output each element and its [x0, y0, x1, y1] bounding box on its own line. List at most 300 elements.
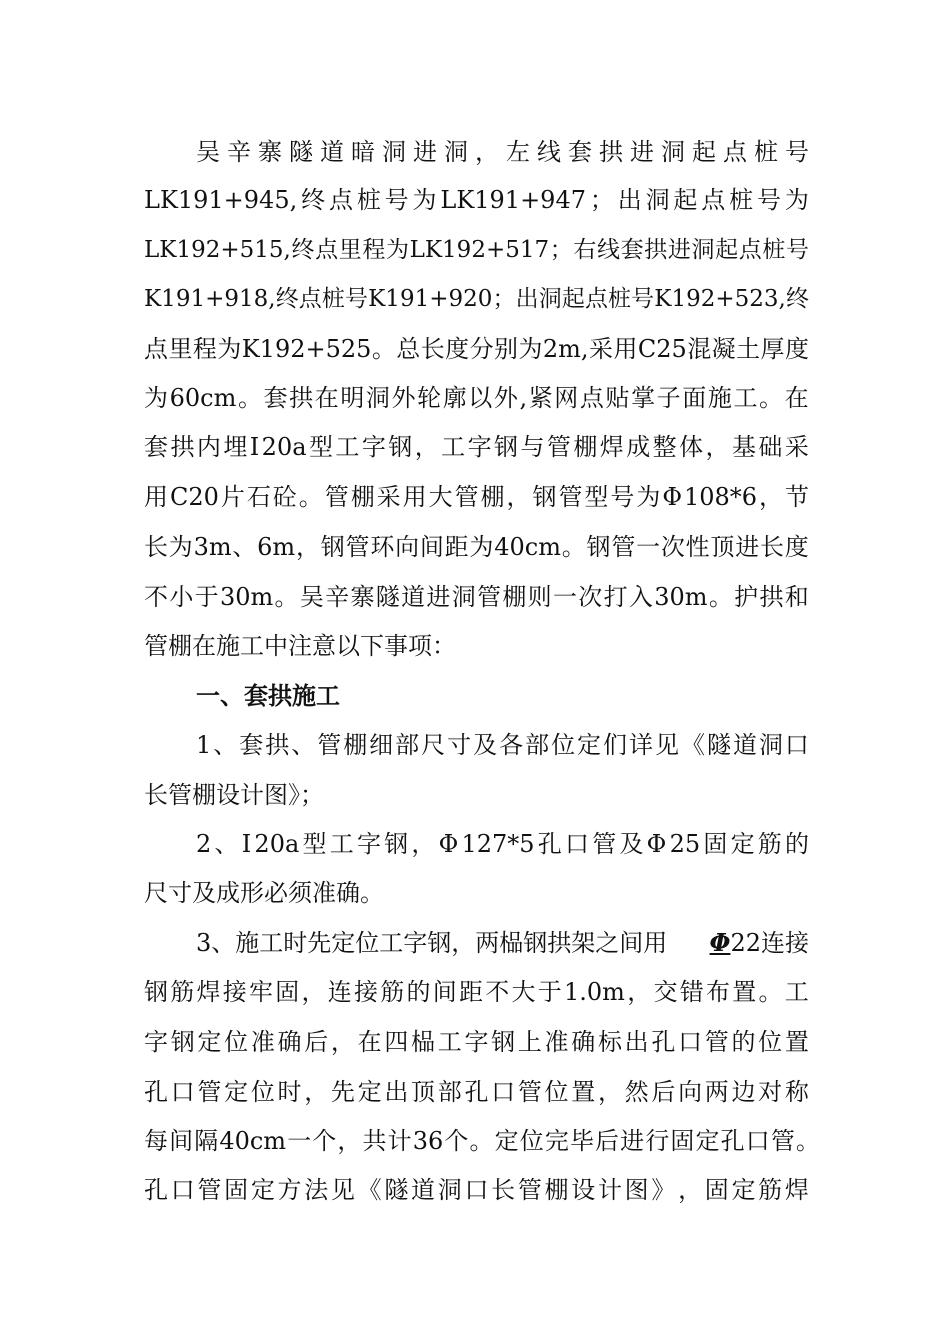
glyph: K191+918, [144, 286, 276, 312]
paragraph-1-line-10 [144, 573, 809, 621]
glyph: 工 [733, 384, 758, 412]
glyph: 。 [758, 978, 783, 1006]
glyph: 管 [517, 1176, 542, 1204]
glyph: 为 [144, 384, 168, 412]
glyph: 用 [613, 335, 638, 363]
glyph: 尺 [421, 731, 446, 759]
glyph: 细 [369, 731, 394, 759]
glyph: 套 [568, 138, 592, 166]
glyph: 管 [558, 483, 583, 511]
glyph: 一 [552, 583, 577, 611]
glyph: 程 [362, 237, 386, 263]
glyph: 位 [551, 731, 576, 759]
glyph: 拱 [759, 583, 784, 611]
glyph: 。 [561, 533, 586, 561]
glyph: 见 [330, 1176, 355, 1204]
glyph: 置 [571, 1078, 596, 1106]
glyph: 计 [387, 1127, 412, 1155]
glyph: 点 [298, 286, 322, 312]
glyph: 点 [315, 237, 339, 263]
glyph: LK192+517 [409, 237, 550, 263]
glyph: 在 [357, 1028, 382, 1056]
glyph: 孔 [651, 1028, 676, 1056]
section-heading [196, 672, 809, 720]
glyph: 点 [579, 384, 604, 412]
paragraph-1-line-8 [144, 473, 809, 521]
glyph: 确 [571, 1028, 596, 1056]
glyph: 。 [759, 384, 784, 412]
glyph: 筋 [380, 978, 405, 1006]
glyph: 次 [660, 533, 685, 561]
glyph: ， [414, 433, 439, 461]
glyph: C25 [637, 335, 687, 363]
glyph: 砼 [272, 483, 297, 511]
glyph: 及 [473, 731, 498, 759]
glyph: 道 [732, 731, 757, 759]
glyph: 焊 [599, 433, 624, 461]
glyph: 点 [144, 335, 168, 363]
glyph: ， [337, 1127, 362, 1155]
glyph: 套 [144, 433, 168, 461]
glyph: 体 [679, 433, 704, 461]
glyph: 《 [680, 731, 705, 759]
glyph: 间 [419, 533, 444, 561]
glyph: 埋 [223, 433, 248, 461]
glyph: 管 [770, 1127, 795, 1155]
glyph: 筋 [758, 1176, 783, 1204]
glyph: 点 [584, 286, 608, 312]
glyph: 字 [144, 1028, 168, 1056]
glyph: 30m [654, 583, 708, 611]
glyph: 交 [653, 978, 678, 1006]
glyph: 洞 [661, 138, 685, 166]
glyph: 工 [335, 433, 360, 461]
glyph: 1 [196, 731, 212, 759]
glyph: 口 [491, 1078, 516, 1106]
glyph: 为 [412, 186, 437, 214]
glyph: 字 [356, 830, 381, 858]
glyph: 基 [731, 433, 756, 461]
glyph: 长 [491, 1176, 516, 1204]
glyph: 部 [395, 731, 420, 759]
glyph: 总 [396, 335, 421, 363]
glyph: 终 [301, 186, 326, 214]
glyph: 四 [384, 1028, 409, 1056]
glyph: ； [589, 186, 614, 214]
glyph: 度 [784, 335, 809, 363]
glyph: 牢 [249, 978, 273, 1006]
paragraph-1-line-2 [144, 176, 809, 224]
glyph: 工 [329, 830, 354, 858]
paragraph-1-line-7 [144, 423, 809, 471]
glyph: 为 [217, 335, 242, 363]
glyph: 钢 [494, 433, 519, 461]
glyph: 完 [544, 1127, 569, 1155]
paragraph-1-line-6 [144, 374, 809, 422]
glyph: 拱 [644, 237, 668, 263]
glyph: 道 [411, 1176, 436, 1204]
glyph: 拱 [289, 384, 314, 412]
glyph: 30m [219, 583, 274, 611]
glyph: 字 [361, 433, 386, 461]
glyph: 和 [784, 583, 809, 611]
glyph: 采 [589, 335, 613, 363]
glyph: 定 [224, 1078, 249, 1106]
glyph: Ⅰ [241, 830, 252, 858]
glyph: ， [627, 978, 652, 1006]
glyph: 与 [520, 433, 545, 461]
glyph: 终 [275, 286, 299, 312]
glyph: 外 [493, 384, 518, 412]
glyph: 套 [263, 384, 288, 412]
glyph: 用 [144, 483, 168, 511]
glyph: 环 [370, 533, 395, 561]
glyph: 点 [701, 186, 726, 214]
glyph: 、 [291, 731, 316, 759]
glyph: 共 [362, 1127, 387, 1155]
glyph: 焊 [784, 1176, 809, 1204]
glyph: 采 [784, 433, 809, 461]
glyph: 寨 [258, 138, 282, 166]
glyph: 个 [312, 1127, 337, 1155]
paragraph-1-line-5 [144, 325, 809, 373]
glyph: 棚 [502, 583, 527, 611]
glyph: 孔 [537, 830, 562, 858]
glyph: 套 [620, 237, 644, 263]
glyph: 定 [250, 1176, 275, 1204]
glyph: 廓 [442, 384, 467, 412]
glyph: 号 [757, 186, 781, 214]
glyph: 连 [327, 978, 352, 1006]
glyph: 管 [477, 583, 502, 611]
glyph: 石 [246, 483, 271, 511]
glyph: 隧 [289, 138, 313, 166]
glyph: 性 [685, 533, 710, 561]
glyph: 钢 [388, 433, 413, 461]
glyph: 距 [459, 978, 483, 1006]
glyph: 定 [577, 731, 602, 759]
glyph: 图 [624, 1176, 649, 1204]
glyph: 20a [261, 433, 307, 461]
glyph: 程 [192, 335, 217, 363]
glyph: 号 [785, 138, 809, 166]
glyph: 洞 [444, 138, 468, 166]
glyph: 20a [254, 830, 300, 858]
glyph: 不 [485, 978, 510, 1006]
glyph: 棚 [573, 433, 598, 461]
item-3-line-1 [196, 919, 809, 967]
glyph: 出 [617, 186, 642, 214]
glyph: 道 [401, 583, 426, 611]
glyph: 隧 [706, 731, 731, 759]
glyph: 及 [619, 830, 644, 858]
glyph: 置 [784, 1028, 809, 1056]
glyph: 小 [169, 583, 194, 611]
glyph: 管 [345, 533, 370, 561]
glyph: 寸 [447, 731, 472, 759]
glyph: 孔 [144, 1176, 168, 1204]
glyph: 管 [546, 433, 571, 461]
glyph: 网 [554, 384, 579, 412]
glyph: 》 [651, 1176, 676, 1204]
glyph: 定 [494, 1127, 519, 1155]
glyph: 顶 [411, 1078, 436, 1106]
glyph: 贴 [605, 384, 630, 412]
glyph: 右 [573, 237, 597, 263]
glyph: 打 [603, 583, 628, 611]
glyph: 起 [692, 138, 716, 166]
glyph: 6m [257, 533, 296, 561]
glyph: 起 [673, 186, 698, 214]
glyph: 字 [464, 1028, 489, 1056]
glyph: Φ [646, 830, 667, 858]
item-2-line-2 [144, 869, 809, 917]
glyph: 为 [469, 533, 494, 561]
glyph: 。 [274, 583, 299, 611]
glyph: 《 [357, 1176, 382, 1204]
glyph: 准 [250, 1028, 275, 1056]
glyph: 外 [391, 384, 416, 412]
glyph: 隧 [384, 1176, 409, 1204]
glyph: 钢 [384, 830, 409, 858]
glyph: 钢 [532, 483, 557, 511]
glyph: 号 [610, 483, 635, 511]
glyph: 次 [578, 583, 603, 611]
glyph: 管 [197, 1078, 222, 1106]
glyph: 紧 [528, 384, 553, 412]
glyph: 施 [707, 384, 732, 412]
glyph: 们 [603, 731, 628, 759]
glyph: 进 [630, 138, 654, 166]
glyph: LK191+947 [440, 186, 586, 214]
glyph: 寨 [350, 583, 375, 611]
glyph: 出 [384, 1078, 409, 1106]
glyph: 个 [444, 1127, 469, 1155]
glyph: 进 [413, 138, 437, 166]
glyph: 。 [795, 1127, 820, 1155]
glyph: 错 [679, 978, 704, 1006]
glyph: 辛 [227, 138, 251, 166]
glyph: 确 [277, 1028, 302, 1056]
glyph: 洞 [691, 237, 715, 263]
phi-symbol: Φ [709, 928, 731, 957]
glyph: 顶 [710, 533, 735, 561]
glyph: 后 [595, 1127, 620, 1155]
glyph: 吴 [299, 583, 324, 611]
glyph: 40cm [219, 1127, 287, 1155]
glyph: 两 [704, 1078, 729, 1106]
glyph: 的 [406, 978, 431, 1006]
glyph: 洞 [365, 384, 390, 412]
glyph: 向 [678, 1078, 703, 1106]
glyph: ， [759, 483, 784, 511]
glyph: ， [705, 433, 730, 461]
glyph: 法 [304, 1176, 329, 1204]
glyph: 为 [168, 533, 193, 561]
glyph: 于 [537, 978, 562, 1006]
glyph: 隧 [375, 583, 400, 611]
glyph: 边 [731, 1078, 756, 1106]
glyph: 棚 [343, 731, 368, 759]
glyph: 定 [731, 1176, 756, 1204]
glyph: 进 [620, 1127, 645, 1155]
paragraph-1-line-3 [144, 226, 809, 274]
text-segment: 尺寸及成形必须准确。 [144, 879, 384, 907]
glyph: 管 [317, 731, 342, 759]
glyph: 面 [682, 384, 707, 412]
glyph: Φ [662, 483, 682, 511]
glyph: 分 [469, 335, 494, 363]
glyph: 拱 [170, 433, 195, 461]
glyph: 管 [517, 1078, 542, 1106]
glyph: 棚 [480, 483, 505, 511]
glyph: 成 [626, 433, 651, 461]
glyph: 桩 [356, 186, 381, 214]
glyph: 向 [395, 533, 420, 561]
glyph: 孔 [720, 1127, 745, 1155]
glyph: 起 [715, 237, 739, 263]
glyph: 吴 [196, 138, 220, 166]
glyph: 40cm [494, 533, 561, 561]
section-title: 一、套拱施工 [196, 682, 340, 710]
glyph: 采 [376, 483, 401, 511]
glyph: 位 [250, 1078, 275, 1106]
glyph: 方 [277, 1176, 302, 1204]
glyph: 时 [277, 1078, 302, 1106]
glyph: 轮 [417, 384, 442, 412]
glyph: LK191+945, [144, 186, 298, 214]
glyph: 置 [732, 978, 757, 1006]
glyph: 在 [784, 384, 809, 412]
glyph: 大 [428, 483, 453, 511]
glyph: 位 [544, 1078, 569, 1106]
glyph: 长 [144, 533, 168, 561]
glyph: 固 [704, 1176, 729, 1204]
glyph: 进 [667, 237, 691, 263]
glyph: 管 [324, 483, 349, 511]
glyph: 号 [786, 237, 809, 263]
glyph: 点 [328, 186, 353, 214]
glyph: 接 [222, 978, 247, 1006]
glyph: 。 [371, 335, 396, 363]
text-segment: 3、施工时先定位工字钢，两榀钢拱架之间用 [196, 929, 668, 957]
glyph: 长 [420, 335, 445, 363]
text-segment: 22连接 [730, 929, 809, 957]
item-3-line-5 [144, 1117, 820, 1165]
glyph: ； [492, 286, 516, 312]
glyph: 准 [544, 1028, 569, 1056]
glyph: 毕 [569, 1127, 594, 1155]
glyph: 桩 [608, 286, 632, 312]
glyph: 孔 [464, 1078, 489, 1106]
item-3-line-4 [144, 1068, 809, 1116]
glyph: 定 [695, 1127, 720, 1155]
glyph: 的 [731, 1028, 756, 1056]
glyph: K191+920 [368, 286, 493, 312]
glyph: 左 [506, 138, 530, 166]
glyph: 钢 [320, 533, 345, 561]
glyph: 钢 [586, 533, 611, 561]
glyph: 明 [340, 384, 365, 412]
paragraph-1-line-9 [144, 523, 809, 571]
glyph: 标 [597, 1028, 622, 1056]
glyph: 间 [169, 1127, 194, 1155]
glyph: 洞 [645, 186, 670, 214]
glyph: 一 [636, 533, 661, 561]
item-3-line-6 [144, 1166, 809, 1214]
glyph: 号 [345, 286, 369, 312]
glyph: 土 [736, 335, 761, 363]
item-1-line-2 [144, 771, 809, 819]
text-segment: 管棚在施工中注意以下事项： [144, 632, 456, 660]
glyph: 掌 [631, 384, 656, 412]
glyph: 各 [499, 731, 524, 759]
glyph: 1.0m [564, 978, 625, 1006]
glyph: 内 [196, 433, 221, 461]
glyph: 桩 [321, 286, 345, 312]
glyph: 洞 [382, 138, 406, 166]
glyph: 进 [426, 583, 451, 611]
glyph: 大 [511, 978, 536, 1006]
glyph: 字 [467, 433, 492, 461]
glyph: 固 [275, 978, 300, 1006]
glyph: 线 [597, 237, 620, 263]
glyph: 桩 [729, 186, 754, 214]
glyph: C20 [169, 483, 219, 511]
glyph: 榀 [411, 1028, 436, 1056]
glyph: 对 [758, 1078, 783, 1106]
item-3-line-2 [144, 968, 809, 1016]
glyph: K192+523, [654, 286, 786, 312]
glyph: 2 [196, 830, 212, 858]
glyph: 别 [494, 335, 519, 363]
glyph: 60cm [169, 384, 237, 412]
glyph: 2m, [542, 335, 589, 363]
glyph: 管 [197, 1176, 222, 1204]
glyph: 终 [291, 237, 315, 263]
glyph: 一 [287, 1127, 312, 1155]
glyph: 终 [785, 286, 809, 312]
glyph: 固 [670, 1127, 695, 1155]
glyph: 钢 [170, 1028, 195, 1056]
glyph: 口 [170, 1176, 195, 1204]
glyph: 洞 [437, 1176, 462, 1204]
glyph: 。 [708, 583, 733, 611]
glyph: 为 [784, 186, 809, 214]
glyph: 部 [437, 1078, 462, 1106]
glyph: 点 [723, 138, 747, 166]
glyph: 辛 [325, 583, 350, 611]
item-1-line-1 [196, 721, 809, 769]
glyph: 号 [631, 286, 655, 312]
glyph: 厚 [760, 335, 785, 363]
glyph: 。 [237, 384, 262, 412]
glyph: 凝 [711, 335, 736, 363]
glyph: 钢 [491, 1028, 516, 1056]
glyph: 工 [437, 1028, 462, 1056]
glyph: 、 [214, 830, 239, 858]
text-segment [710, 919, 809, 967]
glyph: 隔 [194, 1127, 219, 1155]
glyph: 出 [624, 1028, 649, 1056]
glyph: 在 [314, 384, 339, 412]
glyph: 、 [213, 731, 238, 759]
paragraph-1-line-4 [144, 275, 809, 323]
glyph: 套 [239, 731, 264, 759]
glyph: 里 [168, 335, 193, 363]
glyph: 口 [678, 1028, 703, 1056]
glyph: 工 [441, 433, 466, 461]
